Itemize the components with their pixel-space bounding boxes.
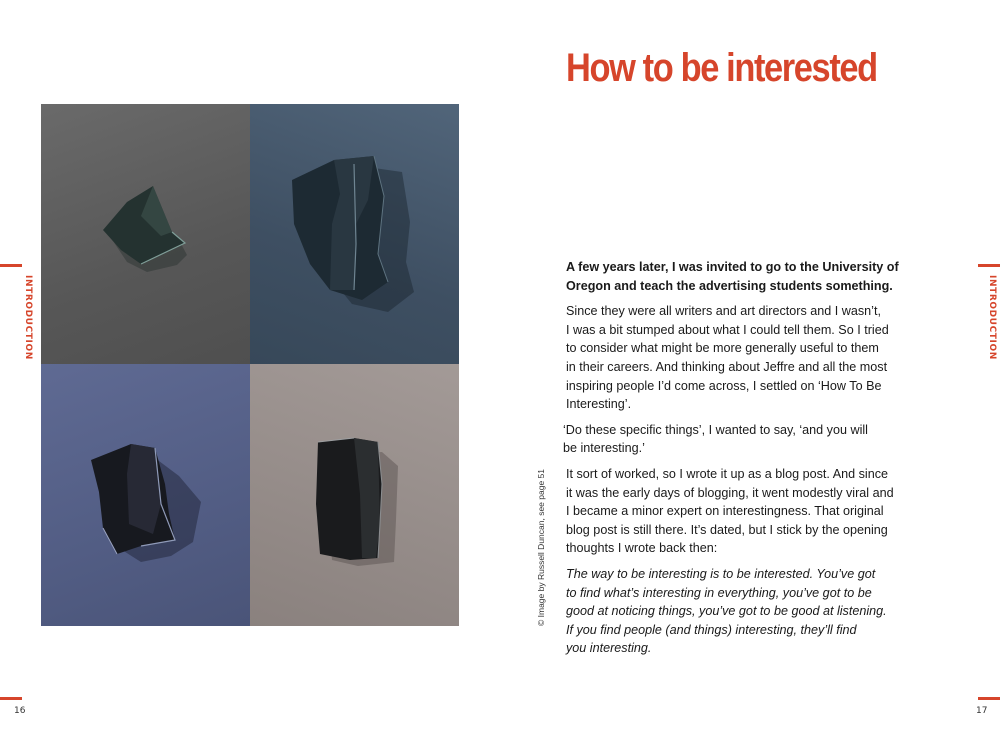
text-line: to find what’s interesting in everything, you’ve got to be (566, 585, 872, 600)
text-line: good at noticing things, you’ve got to be good at listening. (566, 604, 887, 619)
right-section-tab: INTRODUCTION (987, 275, 997, 360)
text-line: Oregon and teach the advertising students something. (566, 278, 893, 293)
text-line: Since they were all writers and art directors and I wasn’t, (566, 304, 881, 319)
right-tab-marker (978, 264, 1000, 267)
grey-panel (41, 104, 250, 364)
indigo-panel (41, 364, 250, 626)
paragraph (566, 465, 926, 558)
italic-quote-paragraph (566, 565, 926, 658)
glass-shard-3 (41, 364, 250, 626)
text-line: The way to be interesting is to be interested. You’ve got (566, 566, 876, 581)
text-line: ‘Do these specific things’, I wanted to say, ‘and you will (563, 422, 868, 437)
text-line: It sort of worked, so I wrote it up as a blog post. And since (566, 466, 889, 481)
lead-paragraph (566, 258, 926, 295)
paragraph (566, 302, 926, 414)
left-tab-marker (0, 264, 22, 267)
text-line: blog post is still there. It’s dated, but I stick by the opening (566, 522, 888, 537)
text-line: inspiring people I’d come across, I settled on ‘How To Be (566, 378, 882, 393)
left-section-tab: INTRODUCTION (23, 275, 33, 360)
text-line: you interesting. (566, 641, 652, 656)
glass-shard-4 (250, 364, 459, 626)
text-line: I was a bit stumped about what I could tell them. So I tried (566, 322, 889, 337)
text-line: it was the early days of blogging, it went modestly viral and (566, 485, 894, 500)
glass-shard-1 (41, 104, 250, 364)
right-page-number: 17 (976, 706, 988, 716)
text-line: in their careers. And thinking about Jeffre and all the most (566, 359, 888, 374)
text-line: Interesting’. (566, 397, 632, 412)
text-line: A few years later, I was invited to go to the University of (566, 260, 899, 274)
image-credit: © Image by Russell Duncan, see page 51 (536, 469, 546, 626)
left-footer-marker (0, 697, 22, 700)
text-line: to consider what might be more generally useful to them (566, 341, 879, 356)
slate-blue-panel (250, 104, 459, 364)
text-line: be interesting.’ (563, 441, 645, 456)
taupe-panel (250, 364, 459, 626)
text-line: thoughts I wrote back then: (566, 541, 718, 556)
text-line: I became a minor expert on interestingness. That original (566, 504, 884, 519)
quote-paragraph (563, 421, 926, 458)
glass-shards-photo (41, 104, 459, 626)
text-line: If you find people (and things) interesting, they’ll find (566, 622, 857, 637)
left-page-number: 16 (14, 706, 26, 716)
right-footer-marker (978, 697, 1000, 700)
body-text (563, 258, 926, 665)
glass-shard-2 (250, 104, 459, 364)
page-title: How to be interested (566, 46, 877, 90)
